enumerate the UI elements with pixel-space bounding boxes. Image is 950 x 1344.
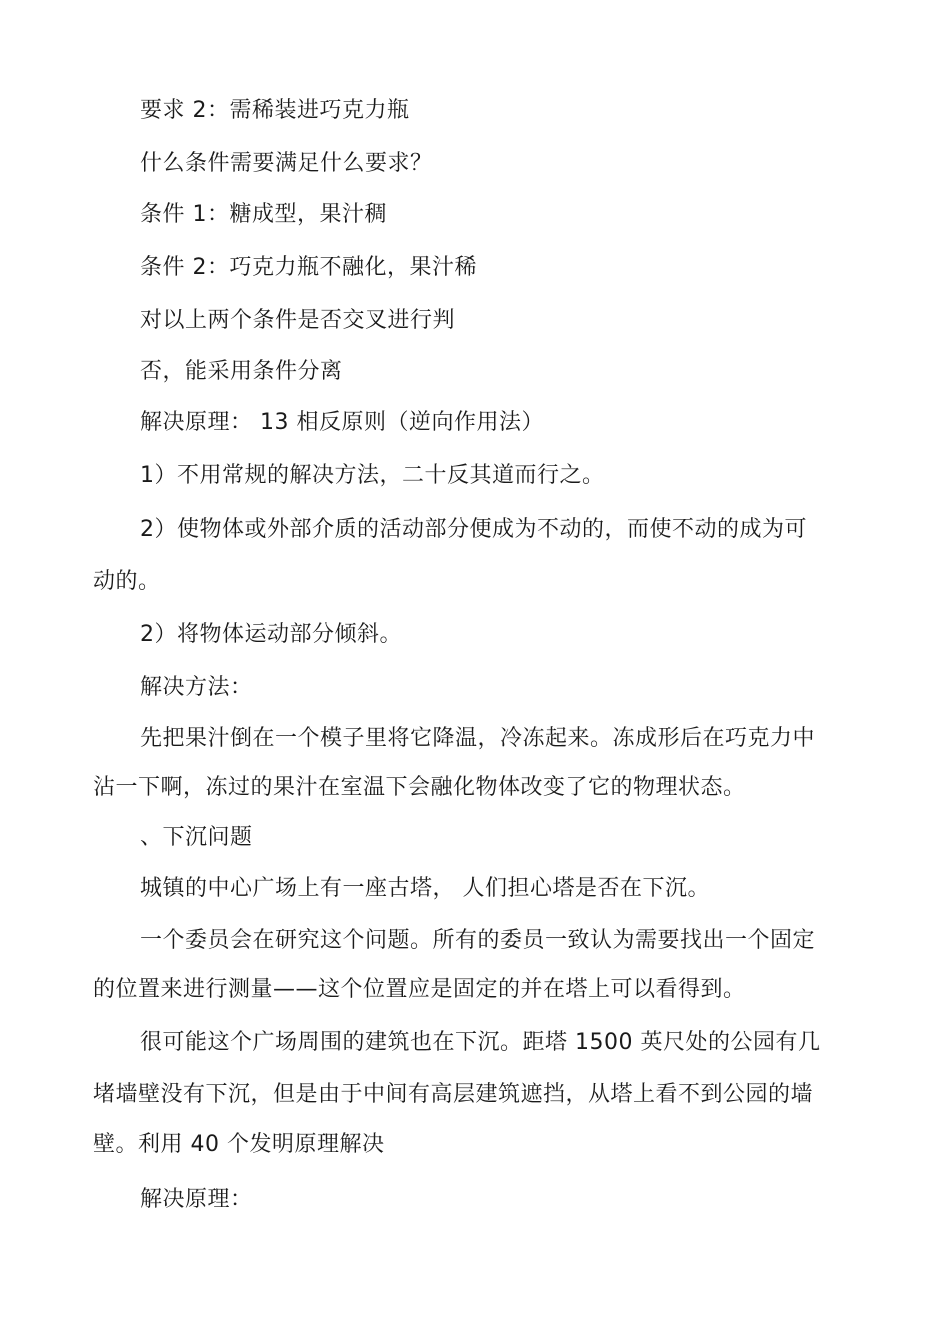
text-line: 2）使物体或外部介质的活动部分便成为不动的，而使不动的成为可 [140, 517, 807, 542]
text-line: 解决方法： [140, 675, 253, 700]
text-line: 城镇的中心广场上有一座古塔， 人们担心塔是否在下沉。 [140, 876, 710, 901]
text-line: 否，能采用条件分离 [140, 359, 343, 384]
text-line: 解决原理： 13 相反原则（逆向作用法） [140, 410, 544, 435]
text-line: 堵墙壁没有下沉，但是由于中间有高层建筑遮挡，从塔上看不到公园的墙 [93, 1082, 814, 1107]
text-line: 2）将物体运动部分倾斜。 [140, 622, 402, 647]
section-heading: 、下沉问题 [140, 825, 253, 850]
text-line: 什么条件需要满足什么要求？ [140, 151, 433, 176]
text-line: 条件 1：糖成型，果汁稠 [140, 202, 387, 227]
text-line: 对以上两个条件是否交叉进行判 [140, 308, 456, 333]
text-line: 很可能这个广场周围的建筑也在下沉。距塔 1500 英尺处的公园有几 [140, 1030, 821, 1055]
text-line: 的位置来进行测量——这个位置应是固定的并在塔上可以看得到。 [93, 977, 746, 1002]
text-line: 沾一下啊，冻过的果汁在室温下会融化物体改变了它的物理状态。 [93, 775, 746, 800]
text-line: 一个委员会在研究这个问题。所有的委员一致认为需要找出一个固定 [140, 928, 816, 953]
text-line: 要求 2：需稀装进巧克力瓶 [140, 98, 410, 123]
text-line: 先把果汁倒在一个模子里将它降温，冷冻起来。冻成形后在巧克力中 [140, 726, 816, 751]
text-line: 1）不用常规的解决方法，二十反其道而行之。 [140, 463, 605, 488]
text-line: 解决原理： [140, 1187, 253, 1212]
text-line: 动的。 [93, 569, 161, 594]
text-line: 条件 2：巧克力瓶不融化，果汁稀 [140, 255, 477, 280]
text-line: 壁。利用 40 个发明原理解决 [93, 1132, 385, 1157]
